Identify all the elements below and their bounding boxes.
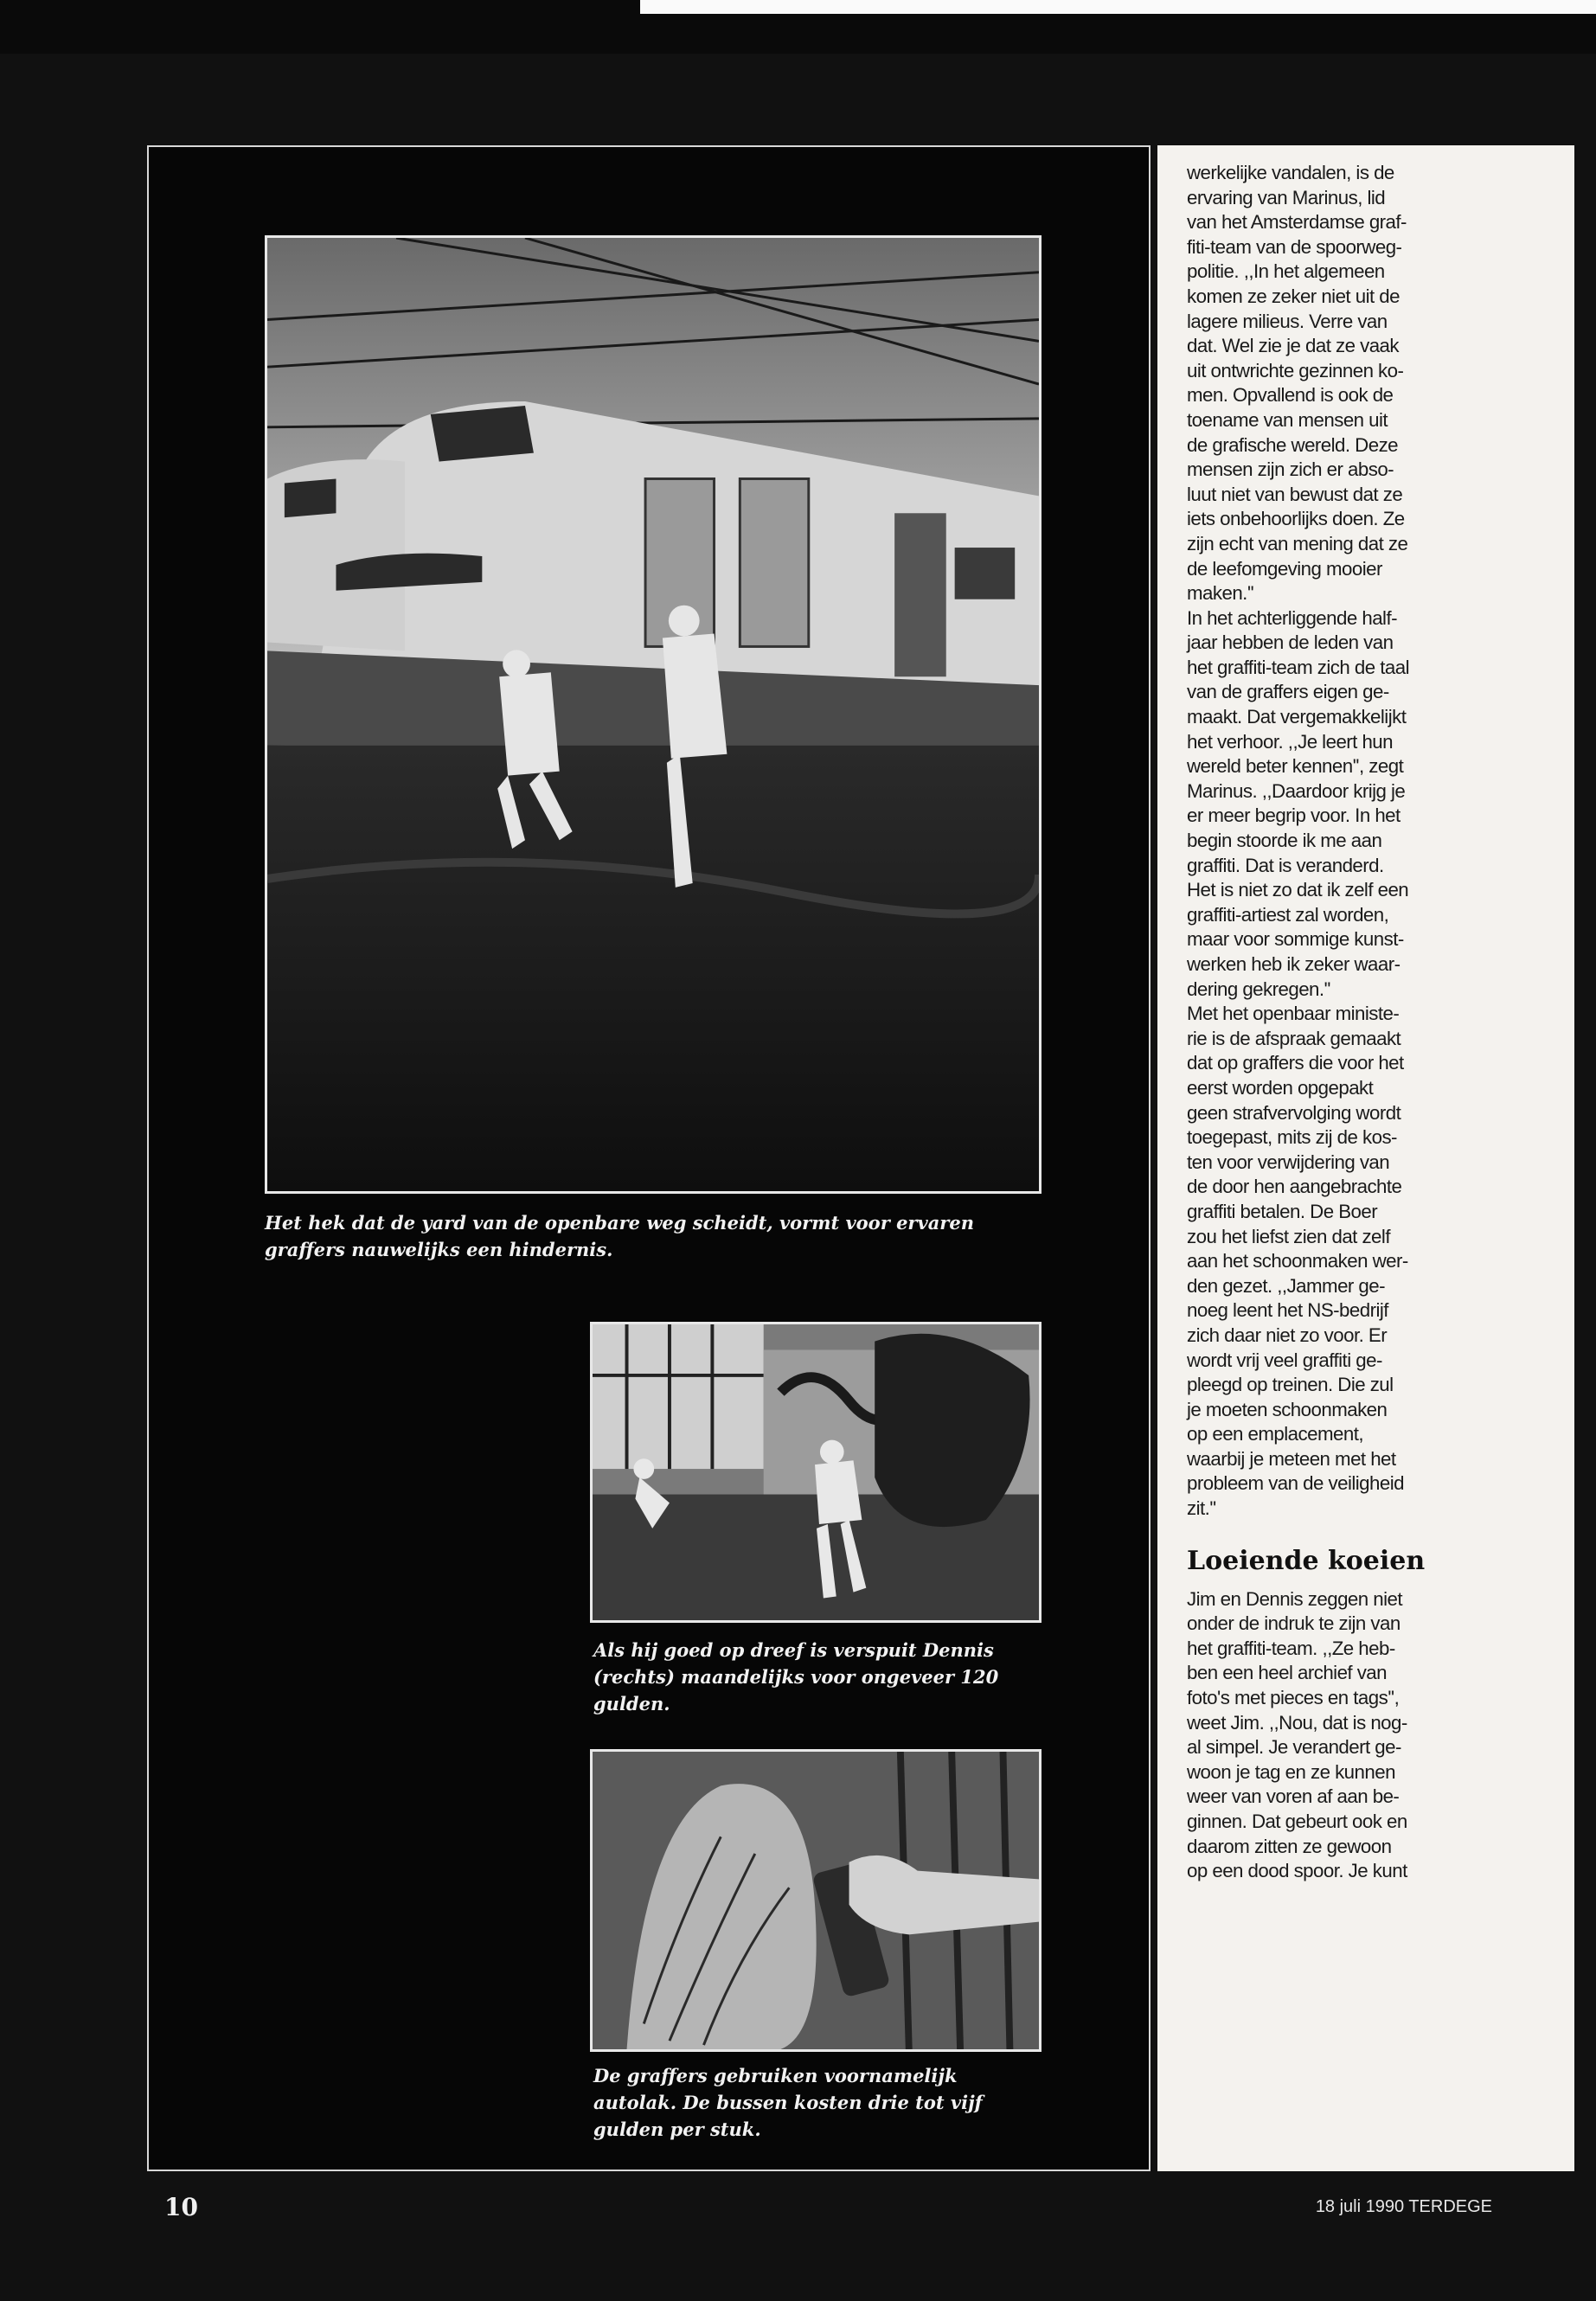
photo-spray-can [590, 1749, 1042, 2052]
article-paragraph: In het achterliggende half- jaar hebben de leden van het graffiti-team zich de taal van de graffers eigen ge- maakt. Dat vergemakkelijkt het verhoor. ,,Je leert hun wereld beter kennen'', zegt Marinus. ,,Daardoor krijg je er meer begrip voor. In het begin stoorde ik me aan graffiti. Dat is veranderd. Het is niet zo dat ik zelf een graffiti-artiest zal worden, maar voor sommige kunst- werken heb ik zeker waar- dering gekregen.'' [1187, 606, 1409, 1000]
top-scan-strip [640, 0, 1596, 14]
top-scan-border [0, 0, 1596, 54]
article-paragraph: Met het openbaar ministe- rie is de afspraak gemaakt dat op graffers die voor het eerst worden opgepakt geen strafvervolging wordt toegepast, mits zij de kos- ten voor verwijdering van de door hen aangebrachte graffiti betalen. De Boer zou het liefst zien dat zelf aan het schoonmaken wer- den gezet. ,,Jammer ge- noeg leent het NS-bedrijf zich daar niet zo voor. Er wordt vrij veel graffiti ge- pleegd op treinen. Die zul je moeten schoonmaken op een emplacement, waarbij je meteen met het probleem van de veiligheid zit.'' [1187, 1003, 1408, 1520]
article-paragraph: werkelijke vandalen, is de ervaring van Marinus, lid van het Amsterdamse graf- fiti-team van de spoorweg- politie. ,,In het algemeen komen ze zeker niet uit de lagere milieus. Verre van dat. Wel zie je dat ze vaak uit ontwrichte gezinnen ko- men. Opvallend is ook de toename van mensen uit de grafische wereld. Deze mensen zijn zich er abso- luut niet van bewust dat ze iets onbehoorlijks doen. Ze zijn echt van mening dat ze de leefomgeving mooier maken.'' [1187, 162, 1408, 605]
photo-spray-can-image [593, 1752, 1039, 2049]
page-number: 10 [164, 2193, 198, 2221]
article-column [1157, 145, 1574, 2171]
caption-spray-can: De graffers gebruiken voornamelijk autolak. De bussen kosten drie tot vijf gulden per stuk. [593, 2065, 983, 2140]
photo-graffiti-wall [590, 1322, 1042, 1623]
photo-train-fence [265, 235, 1042, 1194]
article-paragraph: Jim en Dennis zeggen niet onder de indruk te zijn van het graffiti-team. ,,Ze heb- ben een heel archief van foto's met pieces en tags'', weet Jim. ,,Nou, dat is nog- al simpel. Je verandert ge- woon je tag en ze kunnen weer van voren af aan be- ginnen. Dat gebeurt ook en daarom zitten ze gewoon op een dood spoor. Je kunt [1187, 1587, 1407, 1882]
caption-train-fence: Het hek dat de yard van de openbare weg scheidt, vormt voor ervaren graffers nauwelijks een hindernis. [265, 1212, 974, 1260]
section-heading: Loeiende koeien [1187, 1545, 1426, 1576]
publication-info: 18 juli 1990 TERDEGE [1315, 2197, 1492, 2216]
photo-train-fence-image [267, 238, 1039, 1191]
photo-graffiti-wall-image [593, 1324, 1039, 1620]
caption-graffiti-wall: Als hij goed op dreef is verspuit Dennis (rechts) maandelijks voor ongeveer 120 gulden. [593, 1639, 999, 1715]
